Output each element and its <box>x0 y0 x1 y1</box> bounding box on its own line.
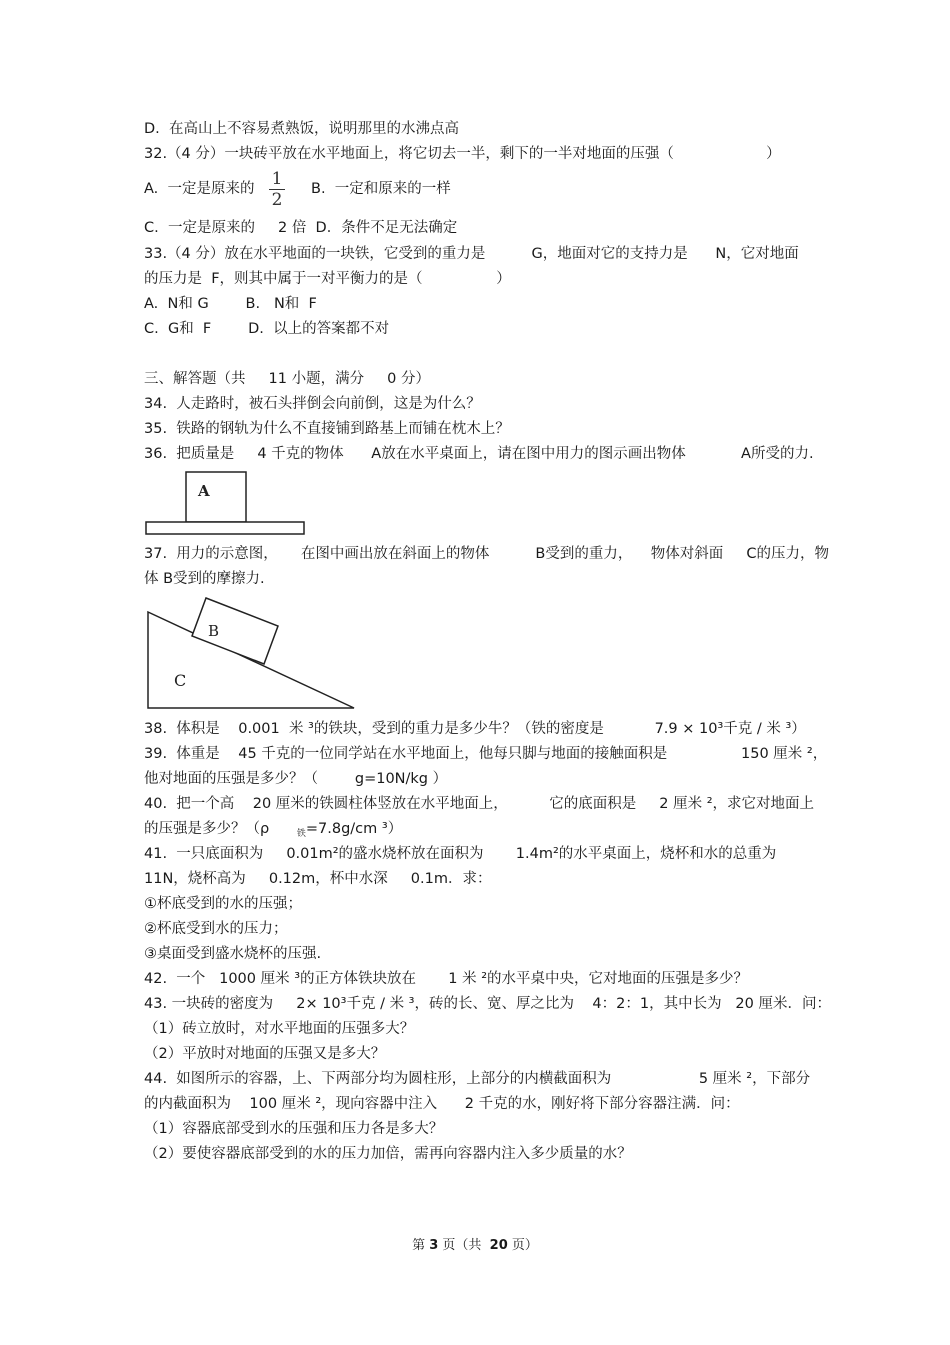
q44-sub2: （2）要使容器底部受到的水的压力加倍，需再向容器内注入多少质量的水？ <box>144 1146 632 1162</box>
q41-line2: 11N，烧杯高为 0.12m，杯中水深 0.1m．求： <box>144 871 492 887</box>
footer-suffix: 页） <box>507 1238 538 1253</box>
q39-line1: 39. 体重是 45 千克的一位同学站在水平地面上，他每只脚与地面的接触面积是 150 厘米 ²， <box>144 746 828 762</box>
q37-line2: 体 B受到的摩擦力. <box>144 571 265 587</box>
page-footer <box>0 1234 950 1253</box>
block-a-label: A <box>198 482 210 500</box>
q44-line2: 的内截面积为 100 厘米 ²，现向容器中注入 2 千克的水，刚好将下部分容器注满．问： <box>144 1096 740 1112</box>
q41-sub1: ①杯底受到的水的压强； <box>144 896 302 912</box>
q33-line2: 的压力是 F，则其中属于一对平衡力的是（ ） <box>144 271 511 287</box>
footer-total-pages: 20 <box>489 1238 508 1253</box>
q33-options-ab: A. N和 G B. N和 F <box>144 296 317 312</box>
q34-text: 34. 人走路时，被石头拌倒会向前倒，这是为什么？ <box>144 396 481 412</box>
q44-sub1: （1）容器底部受到水的压强和压力各是多大？ <box>144 1121 444 1137</box>
fraction-denominator: 2 <box>271 190 283 210</box>
q40-line1: 40. 把一个高 20 厘米的铁圆柱体竖放在水平地面上， 它的底面积是 2 厘米 ²，求它对地面上 <box>144 796 815 812</box>
q40-line2-end: =7.8g/cm ³） <box>305 821 403 837</box>
q38-text: 38. 体积是 0.001 米 ³的铁块，受到的重力是多少牛？（铁的密度是 7.9 × 10³千克 / 米 ³） <box>144 721 806 737</box>
q36-figure <box>140 468 310 540</box>
q35-text: 35. 铁路的钢轨为什么不直接铺到路基上而铺在枕木上？ <box>144 421 510 437</box>
q33-options-cd: C. G和 F D. 以上的答案都不对 <box>144 321 390 337</box>
q44-line1: 44. 如图所示的容器，上、下两部分均为圆柱形，上部分的内横截面积为 5 厘米 ²，下部分 <box>144 1071 811 1087</box>
footer-middle: 页（共 <box>438 1238 490 1253</box>
q32-option-cd: C. 一定是原来的 2 倍 D．条件不足无法确定 <box>144 220 458 236</box>
incline-c-label: C <box>174 671 187 690</box>
q43-line1: 43. 一块砖的密度为 2× 10³千克 / 米 ³，砖的长、宽、厚之比为 4：2：1，其中长为 20 厘米．问： <box>144 996 831 1012</box>
q43-sub1: （1）砖立放时，对水平地面的压强多大？ <box>144 1021 415 1037</box>
q32-option-b: B. 一定和原来的一样 <box>311 181 451 197</box>
q39-line2: 他对地面的压强是多少？（ g=10N/kg ） <box>144 771 448 787</box>
fraction-numerator: 1 <box>271 169 283 189</box>
q37-line1: 37. 用力的示意图， 在图中画出放在斜面上的物体 B受到的重力， 物体对斜面 C的压力，物 <box>144 546 829 562</box>
q41-sub3: ③桌面受到盛水烧杯的压强. <box>144 946 322 962</box>
q32-option-a: A. 一定是原来的 <box>144 181 255 197</box>
block-a <box>186 472 246 522</box>
q42-text: 42. 一个 1000 厘米 ³的正方体铁块放在 1 米 ²的水平桌中央，它对地面的压强是多少？ <box>144 971 749 987</box>
q40-iron-subscript: 铁 <box>296 829 306 839</box>
q32-stem: 32.（4 分）一块砖平放在水平地面上，将它切去一半，剩下的一半对地面的压强（ ） <box>144 146 781 162</box>
q36-text: 36. 把质量是 4 千克的物体 A放在水平桌面上，请在图中用力的图示画出物体 A所受的力. <box>144 446 814 462</box>
q40-line2-start: 的压强是多少？（ρ <box>144 821 297 837</box>
q41-line1: 41. 一只底面积为 0.01m²的盛水烧杯放在面积为 1.4m²的水平桌面上，烧杯和水的总重为 <box>144 846 777 862</box>
q41-sub2: ②杯底受到水的压力； <box>144 921 288 937</box>
q33-line1: 33.（4 分）放在水平地面的一块铁，它受到的重力是 G，地面对它的支持力是 N，它对地面 <box>144 246 799 262</box>
footer-page-number: 3 <box>429 1238 439 1253</box>
footer-prefix: 第 <box>412 1238 430 1253</box>
q43-sub2: （2）平放时对地面的压强又是多大？ <box>144 1046 386 1062</box>
section-heading: 三、解答题（共 11 小题，满分 0 分） <box>144 371 430 387</box>
table-top <box>146 522 304 534</box>
q32-fraction <box>268 170 286 209</box>
q31-option-d: D. 在高山上不容易煮熟饭，说明那里的水沸点高 <box>144 121 459 137</box>
q40-line2 <box>144 820 402 838</box>
q37-figure <box>140 594 362 714</box>
block-b-label: B <box>208 622 220 640</box>
